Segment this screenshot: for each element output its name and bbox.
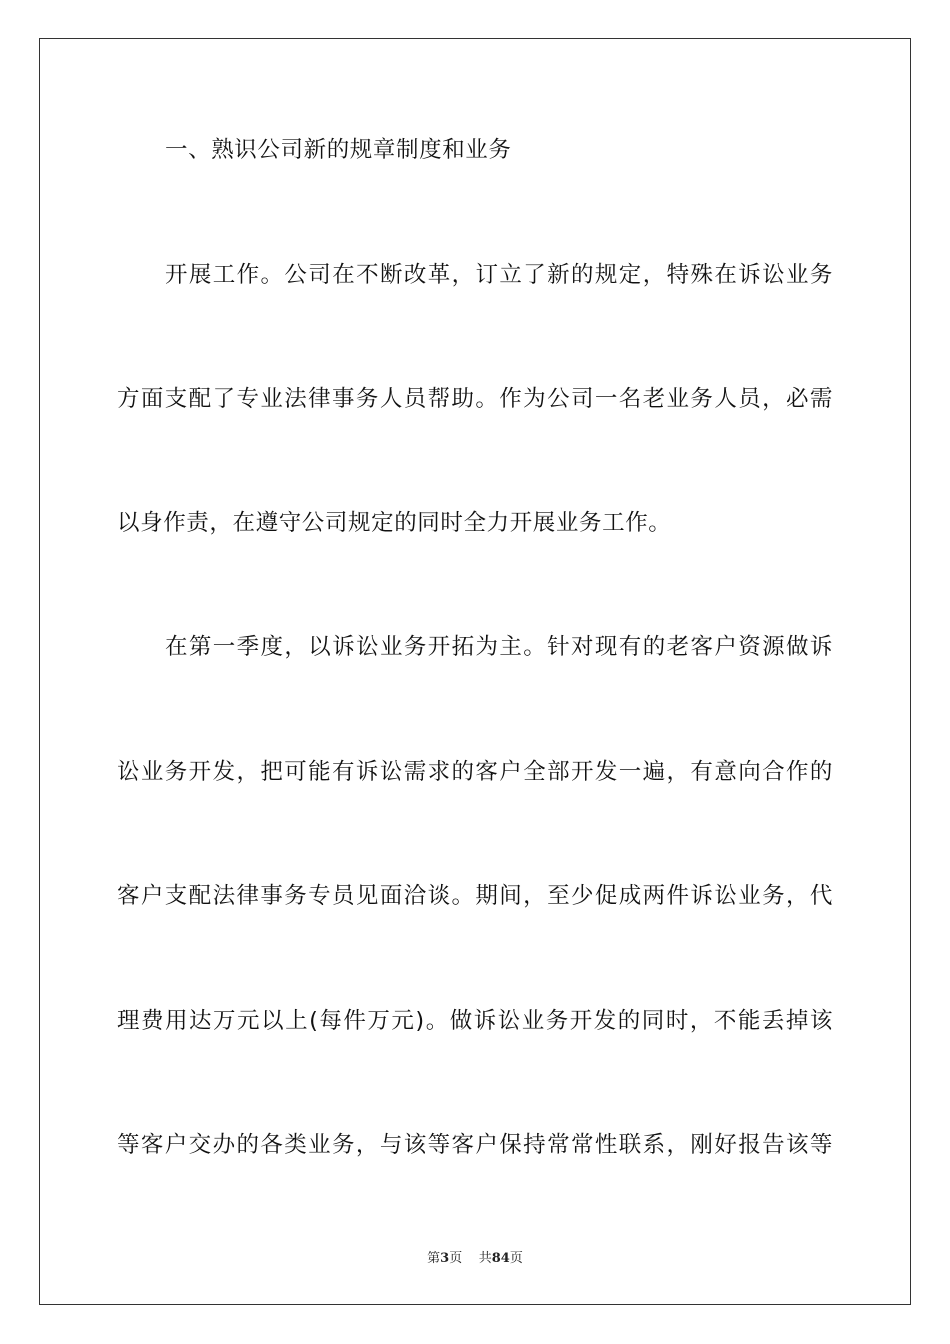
text-line-1: 一、熟识公司新的规章制度和业务 bbox=[165, 137, 512, 163]
text-line-5: 在第一季度，以诉讼业务开拓为主。针对现有的老客户资源做诉 bbox=[165, 634, 833, 660]
text-line-9: 等客户交办的各类业务，与该等客户保持常常性联系，刚好报告该等 bbox=[117, 1132, 833, 1158]
text-line-7: 客户支配法律事务专员见面洽谈。期间，至少促成两件诉讼业务，代 bbox=[117, 883, 833, 909]
page-border bbox=[39, 38, 911, 1305]
footer-total-pages: 84 bbox=[491, 1251, 510, 1266]
footer-page-prefix: 第 bbox=[427, 1251, 441, 1266]
footer-page-number: 3 bbox=[440, 1251, 450, 1266]
footer-page-suffix: 页 bbox=[449, 1251, 463, 1266]
page-footer bbox=[0, 1247, 950, 1266]
text-line-6: 讼业务开发，把可能有诉讼需求的客户全部开发一遍，有意向合作的 bbox=[117, 759, 833, 785]
text-line-8: 理费用达万元以上(每件万元)。做诉讼业务开发的同时，不能丢掉该 bbox=[117, 1008, 833, 1034]
footer-total-prefix: 共 bbox=[478, 1251, 492, 1266]
text-line-2: 开展工作。公司在不断改革，订立了新的规定，特殊在诉讼业务 bbox=[165, 262, 833, 288]
footer-total-suffix: 页 bbox=[509, 1251, 523, 1266]
text-line-3: 方面支配了专业法律事务人员帮助。作为公司一名老业务人员，必需 bbox=[117, 386, 833, 412]
text-line-4: 以身作责，在遵守公司规定的同时全力开展业务工作。 bbox=[117, 510, 672, 536]
